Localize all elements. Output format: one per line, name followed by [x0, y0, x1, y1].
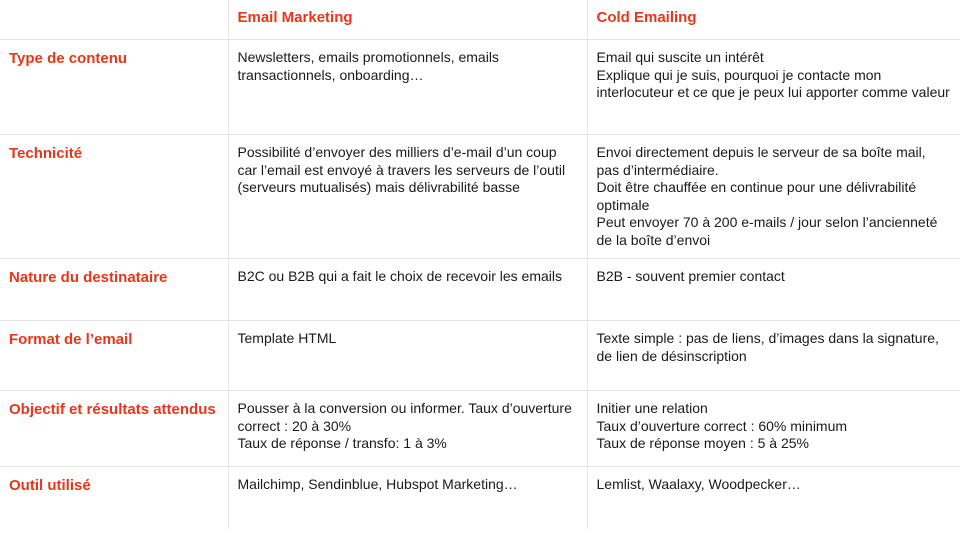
table-row — [0, 321, 960, 391]
header-cold-emailing: Cold Emailing — [587, 0, 960, 40]
cell-line: Possibilité d’envoyer des milliers d’e-mail d’un coup car l’email est envoyé à travers les serveurs de l’outil (serveurs mutualisés) mais délivrabilité basse — [237, 144, 566, 195]
cell-line: Newsletters, emails promotionnels, emails transactionnels, onboarding… — [237, 49, 499, 83]
header-corner — [0, 0, 228, 40]
cell-line: B2C ou B2B qui a fait le choix de recevoir les emails — [237, 268, 562, 284]
cell-email-marketing — [228, 321, 587, 391]
header-row — [0, 0, 960, 40]
row-label: Type de contenu — [0, 40, 228, 135]
cell-line: Email qui suscite un intérêt — [596, 49, 764, 65]
table-row — [0, 467, 960, 530]
table-row — [0, 135, 960, 259]
cell-line: Mailchimp, Sendinblue, Hubspot Marketing… — [237, 476, 518, 492]
cell-line: Texte simple : pas de liens, d’images dans la signature, de lien de désinscription — [596, 330, 939, 364]
row-label: Format de l’email — [0, 321, 228, 391]
cell-line: Envoi directement depuis le serveur de sa boîte mail, pas d’intermédiaire. — [596, 144, 926, 178]
cell-email-marketing — [228, 391, 587, 467]
cell-line: Lemlist, Waalaxy, Woodpecker… — [596, 476, 801, 492]
cell-line: B2B - souvent premier contact — [596, 268, 785, 284]
cell-cold-emailing — [587, 467, 960, 530]
cell-cold-emailing — [587, 321, 960, 391]
cell-line: Pousser à la conversion ou informer. Taux d’ouverture correct : 20 à 30% — [237, 400, 572, 434]
cell-cold-emailing — [587, 259, 960, 321]
row-label: Outil utilisé — [0, 467, 228, 530]
header-email-marketing: Email Marketing — [228, 0, 587, 40]
row-label: Nature du destinataire — [0, 259, 228, 321]
cell-email-marketing — [228, 40, 587, 135]
cell-cold-emailing — [587, 391, 960, 467]
table-row — [0, 391, 960, 467]
cell-line: Initier une relation — [596, 400, 708, 416]
cell-email-marketing — [228, 467, 587, 530]
cell-line: Peut envoyer 70 à 200 e-mails / jour selon l’ancienneté de la boîte d’envoi — [596, 214, 938, 248]
row-label: Technicité — [0, 135, 228, 259]
row-label: Objectif et résultats attendus — [0, 391, 228, 467]
cell-email-marketing — [228, 259, 587, 321]
cell-line: Taux de réponse moyen : 5 à 25% — [596, 435, 809, 451]
cell-line: Taux de réponse / transfo: 1 à 3% — [237, 435, 447, 451]
cell-cold-emailing — [587, 135, 960, 259]
cell-line: Doit être chauffée en continue pour une délivrabilité optimale — [596, 179, 917, 213]
table-row — [0, 40, 960, 135]
cell-email-marketing — [228, 135, 587, 259]
cell-line: Taux d’ouverture correct : 60% minimum — [596, 417, 848, 434]
table-row — [0, 259, 960, 321]
cell-cold-emailing — [587, 40, 960, 135]
cell-line: Explique qui je suis, pourquoi je contacte mon interlocuteur et ce que je peux lui apporter comme valeur — [596, 66, 950, 100]
cell-line: Template HTML — [237, 330, 337, 346]
